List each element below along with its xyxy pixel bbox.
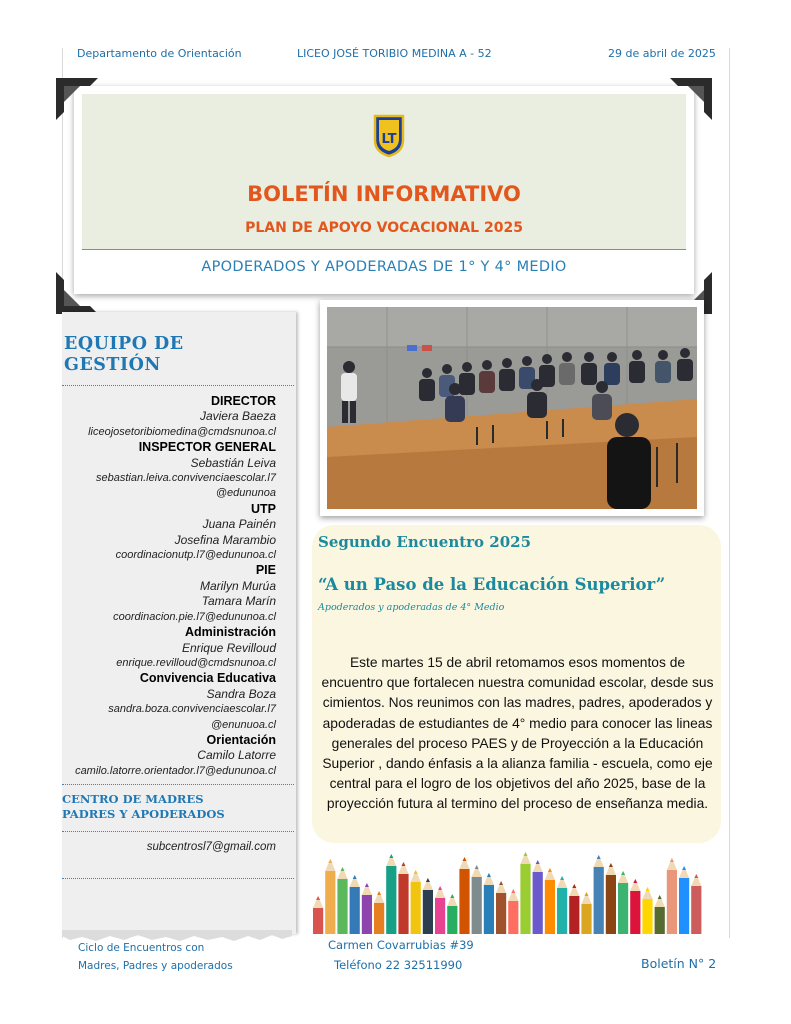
pencil-icon: [533, 860, 543, 934]
pencil-icon: [520, 852, 530, 934]
pencil-icon: [472, 865, 482, 934]
pencil-icon: [545, 868, 555, 934]
staff-role: Orientación: [206, 732, 276, 747]
staff-name: Camilo Latorre: [197, 748, 276, 763]
pencil-icon: [557, 876, 567, 934]
banner-divider: [82, 249, 686, 250]
pencil-icon: [667, 858, 677, 934]
article-byline: Apoderados y apoderadas de 4° Medio: [318, 602, 505, 613]
staff-name: Enrique Revilloud: [181, 640, 276, 655]
pencil-icon: [411, 870, 421, 934]
staff-name: Javiera Baeza: [199, 409, 276, 424]
pencil-icon: [350, 875, 360, 934]
sidebar-management-team: [62, 312, 296, 934]
header-date: 29 de abril de 2025: [608, 47, 716, 60]
pencil-icon: [508, 889, 518, 934]
dotted-divider: [62, 831, 294, 832]
header-school: LICEO JOSÉ TORIBIO MEDINA A - 52: [297, 47, 492, 60]
staff-role: Administración: [185, 625, 276, 640]
footer-phone: Teléfono 22 32511990: [334, 958, 463, 972]
staff-role: PIE: [255, 563, 276, 578]
banner: [74, 86, 694, 294]
dotted-divider: [62, 878, 294, 879]
pencil-icon: [386, 854, 396, 934]
staff-email: camilo.latorre.orientador.l7@edununoa.cl: [75, 764, 276, 777]
banner-panel: [82, 94, 686, 250]
staff-email: @enunuoa.cl: [211, 718, 276, 731]
pencil-icon: [630, 879, 640, 934]
staff-name: Marilyn Murúa: [199, 578, 276, 593]
staff-name: Tamara Marín: [201, 594, 276, 609]
pencil-icon: [691, 874, 701, 934]
pencil-icon: [594, 855, 604, 934]
colored-pencils-illustration: [312, 838, 717, 934]
pencil-icon: [325, 859, 335, 934]
staff-role: INSPECTOR GENERAL: [138, 440, 276, 455]
staff-email: enrique.revilloud@cmdsnunoa.cl: [116, 656, 276, 669]
staff-email: coordinacion.pie.l7@edununoa.cl: [113, 610, 276, 623]
footer-cycle-line2: Madres, Padres y apoderados: [78, 960, 233, 972]
staff-name: Josefina Marambio: [174, 532, 276, 547]
meeting-photo: [327, 307, 697, 509]
pencil-icon: [606, 863, 616, 934]
school-crest-icon: [372, 112, 406, 158]
staff-email: sebastian.leiva.convivenciaescolar.l7: [96, 472, 276, 485]
parents-center-heading: CENTRO DE MADRES PADRES Y APODERADOS: [62, 792, 225, 821]
dotted-divider: [62, 784, 294, 785]
pencil-icon: [581, 892, 591, 934]
staff-name: Sandra Boza: [206, 686, 276, 701]
pencil-icon: [337, 867, 347, 934]
article-body: Este martes 15 de abril retomamos esos momentos de encuentro que fortalecen nuestra comunidad escolar, desde sus cimientos. Nos reunimos con las madres, padres, apoderados y apoderadas de estudiantes de 4° medio para conocer las lineas generales del proceso PAES y de Proyección a la Educación Superior , dando énfasis a la alianza familia - escuela, como eje central para el logro de los objetivos del año 2025, base de la proyección futura al termino del proceso de enseñanza media.: [321, 655, 714, 812]
corner-ornament-icon: [56, 78, 98, 120]
pencil-icon: [423, 878, 433, 934]
staff-role: UTP: [251, 501, 276, 516]
staff-role: Convivencia Educativa: [139, 671, 276, 686]
pencil-icon: [679, 866, 689, 934]
pencil-icon: [435, 886, 445, 934]
pencil-icon: [655, 895, 665, 934]
staff-email: liceojosetoribiomedina@cmdsnunoa.cl: [88, 425, 276, 438]
pencil-icon: [642, 887, 652, 934]
corner-ornament-icon: [56, 272, 98, 314]
staff-name: Sebastián Leiva: [190, 455, 276, 470]
newsletter-subtitle: PLAN DE APOYO VOCACIONAL 2025: [245, 220, 523, 236]
dotted-divider: [62, 385, 294, 386]
article-heading: Segundo Encuentro 2025: [318, 533, 532, 551]
article-title: “A un Paso de la Educación Superior”: [318, 575, 666, 594]
footer-cycle-line1: Ciclo de Encuentros con: [78, 942, 205, 954]
newsletter-title: BOLETÍN INFORMATIVO: [247, 182, 521, 206]
staff-role: DIRECTOR: [210, 394, 276, 408]
pencil-icon: [398, 862, 408, 934]
pencil-icon: [459, 857, 469, 934]
meeting-photo-frame: [320, 300, 704, 516]
staff-name: Juana Painén: [202, 517, 276, 532]
pencil-icon: [484, 873, 494, 934]
pencil-icon: [362, 883, 372, 934]
staff-list: [36, 394, 276, 779]
parents-center-email: subcentrosl7@gmail.com: [146, 841, 276, 853]
audience-line: APODERADOS Y APODERADAS DE 1° Y 4° MEDIO: [201, 259, 567, 275]
pencil-icon: [496, 881, 506, 934]
pencil-icon: [447, 894, 457, 934]
pencil-icon: [374, 891, 384, 934]
page-right-rule: [729, 48, 730, 938]
footer-issue-number: Boletín N° 2: [641, 956, 717, 971]
pencil-icon: [313, 896, 323, 934]
svg-text:LT: LT: [381, 132, 397, 147]
pencil-icon: [618, 871, 628, 934]
article-card: [312, 525, 721, 843]
staff-email: coordinacionutp.l7@edununoa.cl: [115, 549, 276, 562]
staff-email: sandra.boza.convivenciaescolar.l7: [108, 703, 276, 716]
pencil-icon: [569, 884, 579, 934]
corner-ornament-icon: [670, 78, 712, 120]
staff-email: @edununoa: [215, 487, 276, 500]
footer-address: Carmen Covarrubias #39: [328, 938, 474, 952]
sidebar-heading: EQUIPO DE GESTIÓN: [64, 334, 184, 375]
header-department: Departamento de Orientación: [77, 47, 242, 60]
